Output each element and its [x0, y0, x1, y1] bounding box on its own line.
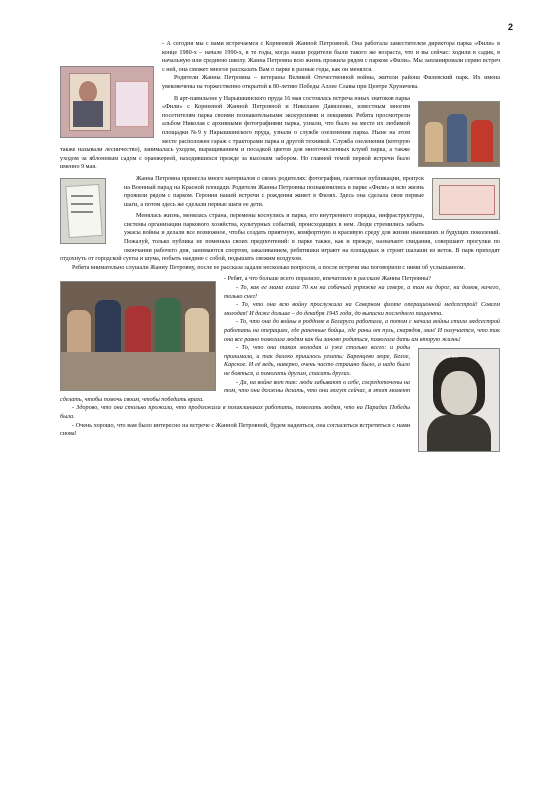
children-album-photo	[418, 101, 500, 167]
paragraph-questions: Ребята внимательно слушали Жанну Петровну, после ее рассказа задали несколько вопросов, а после встречи мы поговорили с ними об услышанном.	[72, 264, 466, 271]
article-body	[60, 40, 500, 455]
group-meeting-photo	[60, 281, 216, 391]
newspaper-photo	[60, 178, 106, 244]
paragraph-materials: Жанна Петровна принесла много материалов о своих родителях: фотографии, газетные публикации, пропуск на Военный парад на Красной площади. Родители Жанны Петровны познакомились в парке «Фили» и всю жизнь прожили рядом с парком. Героиня нашей встречи с рождения живет в Филях. Здесь она сделала свои первые шаги, а потом здесь же сделали первые шаги ее дети.	[124, 175, 424, 208]
answer-5: - Да, на войне вот так: люди забывают о себе, сосредоточены на том, что они должны делать, что они могут сейчас, в этот момент сделать, чтобы помочь своим, чтобы победить врага.	[60, 379, 410, 403]
paragraph-parents: Родители Жанны Петровны – ветераны Великой Отечественной войны, жители района Филевский парк. Их имена увековечены на торжественно открытой к 80-летию Победы Аллее Славы при Центре Хруничева.	[162, 75, 500, 90]
paragraph-intro: - А сегодня мы с вами встречаемся с Корнеевой Жанной Петровной. Она работала заместителем директора парка «Фили» в конце 1980-х – начале 1990-х, в те годы, когда наши родители были такого же возраста, что и вы сейчас: ходили в садик, в начальную или среднюю школу. Жанна Петровна всю жизнь прожила рядом с парком «Фили». Мы запланировали серию встреч с ней, она сможет многое рассказать Вам о парке в разные годы, как он менялся.	[162, 41, 500, 73]
paragraph-meeting: В арт-павильоне у Нарышкинского пруда 16 мая состоялась встреча юных знатоков парка «Фили» с Корнеевой Жанной Петровной и Николаем Давиленко, известным многим посетителям парка своими познавательными экскурсиями и лекциями. Ребята просмотрели альбом Николая с архивными фотографиями парка, узнали, что было на месте их любимой площадки №9 у Нарышкинского пруда, узнали о службе озеленения парка. Ныне на этом месте расположен гараж с тракторами парка и другой техникой. Служба озеленения (которую также называли лесничество), занималась уходом, выращиванием и посадкой цветов для многочисленных клумб парка, а также уходом за яблоневым садом с оранжереей, находившихся прежде за высоким забором. Но главной темой первой встречи было именно 9 мая.	[60, 95, 410, 171]
answer-3: - То, что она до войны в роддоме в Беларуси работала, а потом с начала войны стала медсестрой работать на операциях, где раненные бойцы, где раны от пуль, снарядов, мин! И получается, что так она все равно помогала людям как бы заново родиться, помогала дать им вторую жизнь!	[224, 319, 500, 343]
page-number: 2	[507, 22, 513, 32]
memorial-portrait-photo	[60, 66, 154, 138]
nurse-portrait-photo	[418, 348, 500, 452]
answer-2: - То, что она всю войну прослужила на Северном флоте операционной медсестрой! Совсем молодая! И даже дольше – до декабря 1945 года, до выписки последнего пациента.	[224, 302, 500, 317]
certificate-photo	[432, 178, 500, 220]
closing-remark: - Очень хорошо, что вам было интересно на встрече с Жанной Петровной, будем надеяться, она согласиться встретиться с нами снова!	[60, 422, 410, 438]
answer-6: - Здорово, что она столько прожила, что продолжала в поликлиниках работать, помогать людям, что на Парадах Победы была.	[60, 405, 410, 420]
answer-1: - То, как ее мама ехала 70 км на собачьей упряжке на севере, а там ни дорог, ни домов, ничего, только снег!	[224, 285, 500, 300]
question-1: - Ребят, а что больше всего поразило, впечатлило в рассказе Жанны Петровны?	[224, 276, 432, 283]
paragraph-changes: Менялась жизнь, менялась страна, перемены коснулись и парка, его внутреннего порядка, инфраструктуры, системы организации паркового хозяйства, культурных событий, происходящих в нем. Люди стремились забыть ужасы войны и делали все возможное, чтобы создать приятную, комфортную и красивую среду для жизни нынешних и будущих поколений. Пожалуй, только публика не поменяла своих предпочтений: в парке также, как и прежде, назначают свидания, совершают прогулки по окончании рабочего дня, занимаются спортом, закаливанием, ребятишки играют на площадках и строят шалаши из веток. В парк приходят отдохнуть от городской суеты и шума, побыть наедине с собой, подышать свежим воздухом.	[60, 213, 500, 263]
portrait-caption: ДЕВЕРИМ	[439, 354, 458, 360]
answer-4: - То, что она такая молодая и уже столько всего: и роды принимала, и так далеко пришлось уехать: Баренцево море, Белое, Карское. И её ведь, наверно, очень часто страшно было, а надо было не бояться, а помогать другим, спасать других.	[224, 345, 410, 377]
